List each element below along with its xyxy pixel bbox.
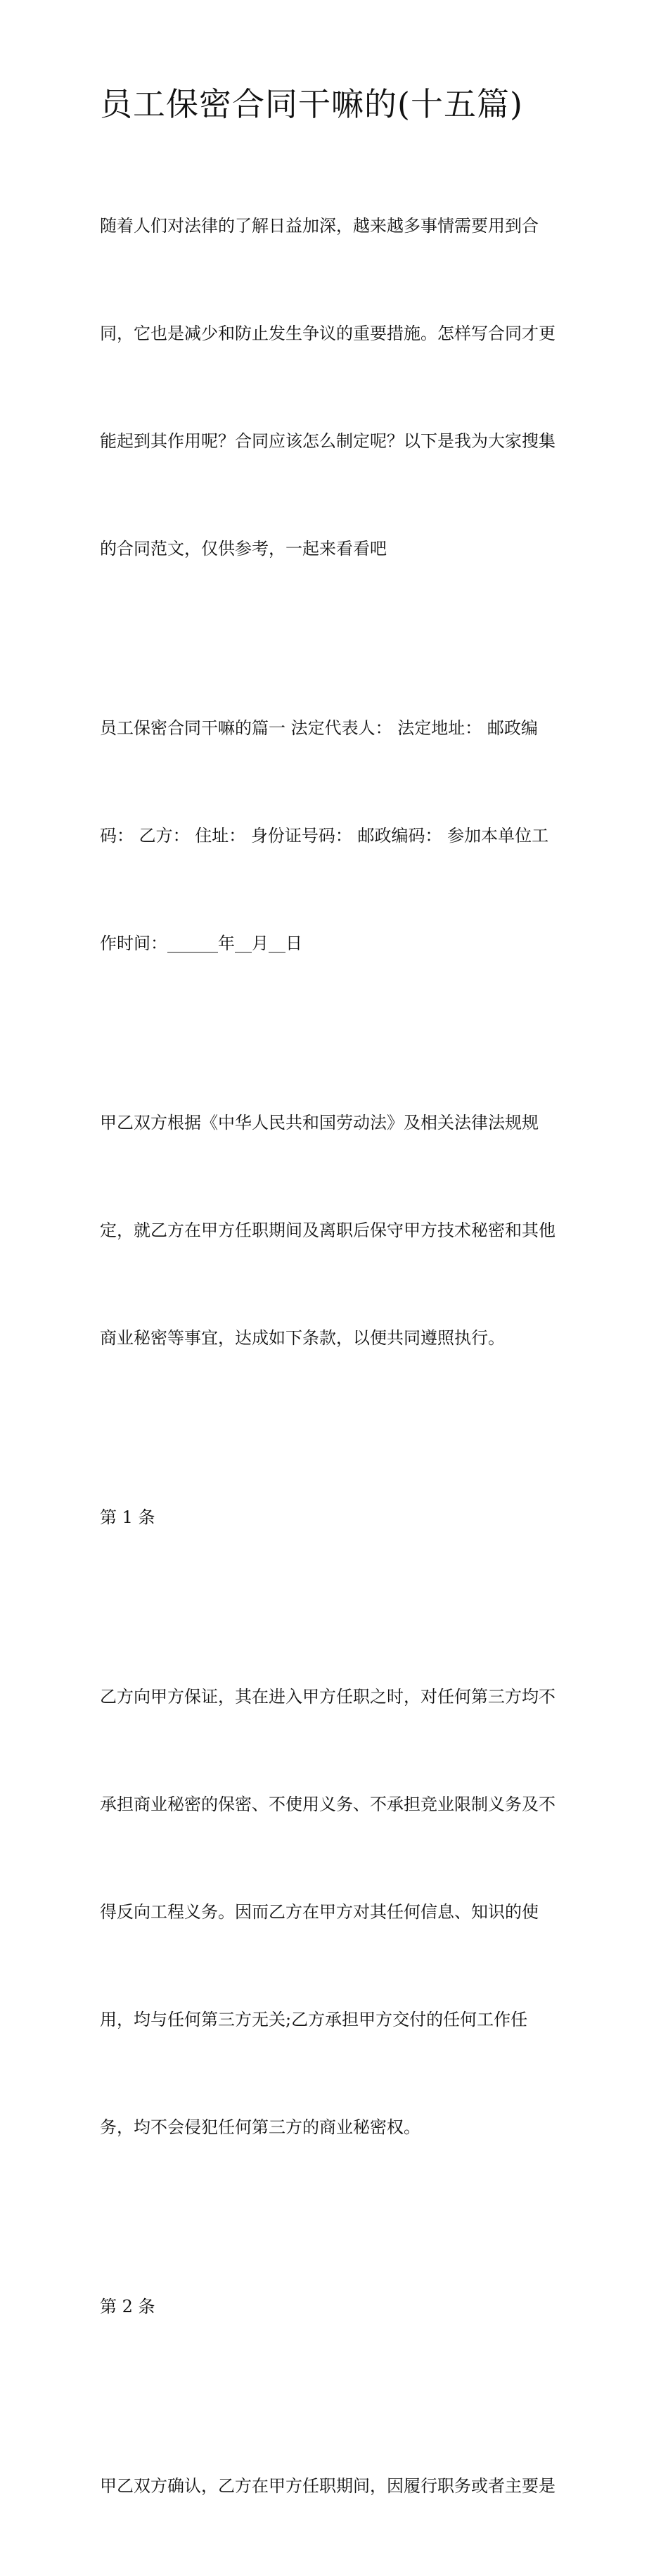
text-line: 作时间：______年__月__日 xyxy=(100,933,302,953)
intro-paragraph xyxy=(100,136,578,639)
text-line: 第 1 条 xyxy=(100,1507,155,1527)
text-line: 得反向工程义务。因而乙方在甲方对其任何信息、知识的使 xyxy=(100,1902,539,1922)
party-info-paragraph xyxy=(100,639,578,1033)
document-title: 员工保密合同干嘛的(十五篇) xyxy=(100,85,523,123)
text-line: 乙方向甲方保证，其在进入甲方任职之时，对任何第三方均不 xyxy=(100,1687,555,1707)
text-line: 用，均与任何第三方无关;乙方承担甲方交付的任何工作任 xyxy=(100,2010,528,2029)
text-line: 码： 乙方： 住址： 身份证号码： 邮政编码： 参加本单位工 xyxy=(100,826,549,846)
text-line: 务，均不会侵犯任何第三方的商业秘密权。 xyxy=(100,2117,420,2137)
article-1-paragraph xyxy=(100,1607,578,2217)
text-line: 甲乙双方确认，乙方在甲方任职期间，因履行职务或者主要是 xyxy=(100,2476,555,2496)
article-2-paragraph xyxy=(100,2397,578,2576)
text-line: 员工保密合同干嘛的篇一 法定代表人： 法定地址： 邮政编 xyxy=(100,718,538,738)
text-line: 的合同范文，仅供参考，一起来看看吧 xyxy=(100,539,387,559)
text-line: 能起到其作用呢？合同应该怎么制定呢？以下是我为大家搜集 xyxy=(100,431,555,451)
text-line: 商业秘密等事宜，达成如下条款，以便共同遵照执行。 xyxy=(100,1328,505,1348)
article-heading-2 xyxy=(100,2217,578,2397)
text-line: 定，就乙方在甲方任职期间及离职后保守甲方技术秘密和其他 xyxy=(100,1220,555,1240)
text-line: 承担商业秘密的保密、不使用义务、不承担竞业限制义务及不 xyxy=(100,1794,555,1814)
article-heading-1 xyxy=(100,1428,578,1607)
text-line: 同，它也是减少和防止发生争议的重要措施。怎样写合同才更 xyxy=(100,324,555,343)
text-line: 甲乙双方根据《中华人民共和国劳动法》及相关法律法规规 xyxy=(100,1113,539,1133)
document-content xyxy=(100,79,578,2576)
text-line: 第 2 条 xyxy=(100,2297,155,2316)
agreement-basis-paragraph xyxy=(100,1033,578,1428)
text-line: 随着人们对法律的了解日益加深，越来越多事情需要用到合 xyxy=(100,216,539,236)
